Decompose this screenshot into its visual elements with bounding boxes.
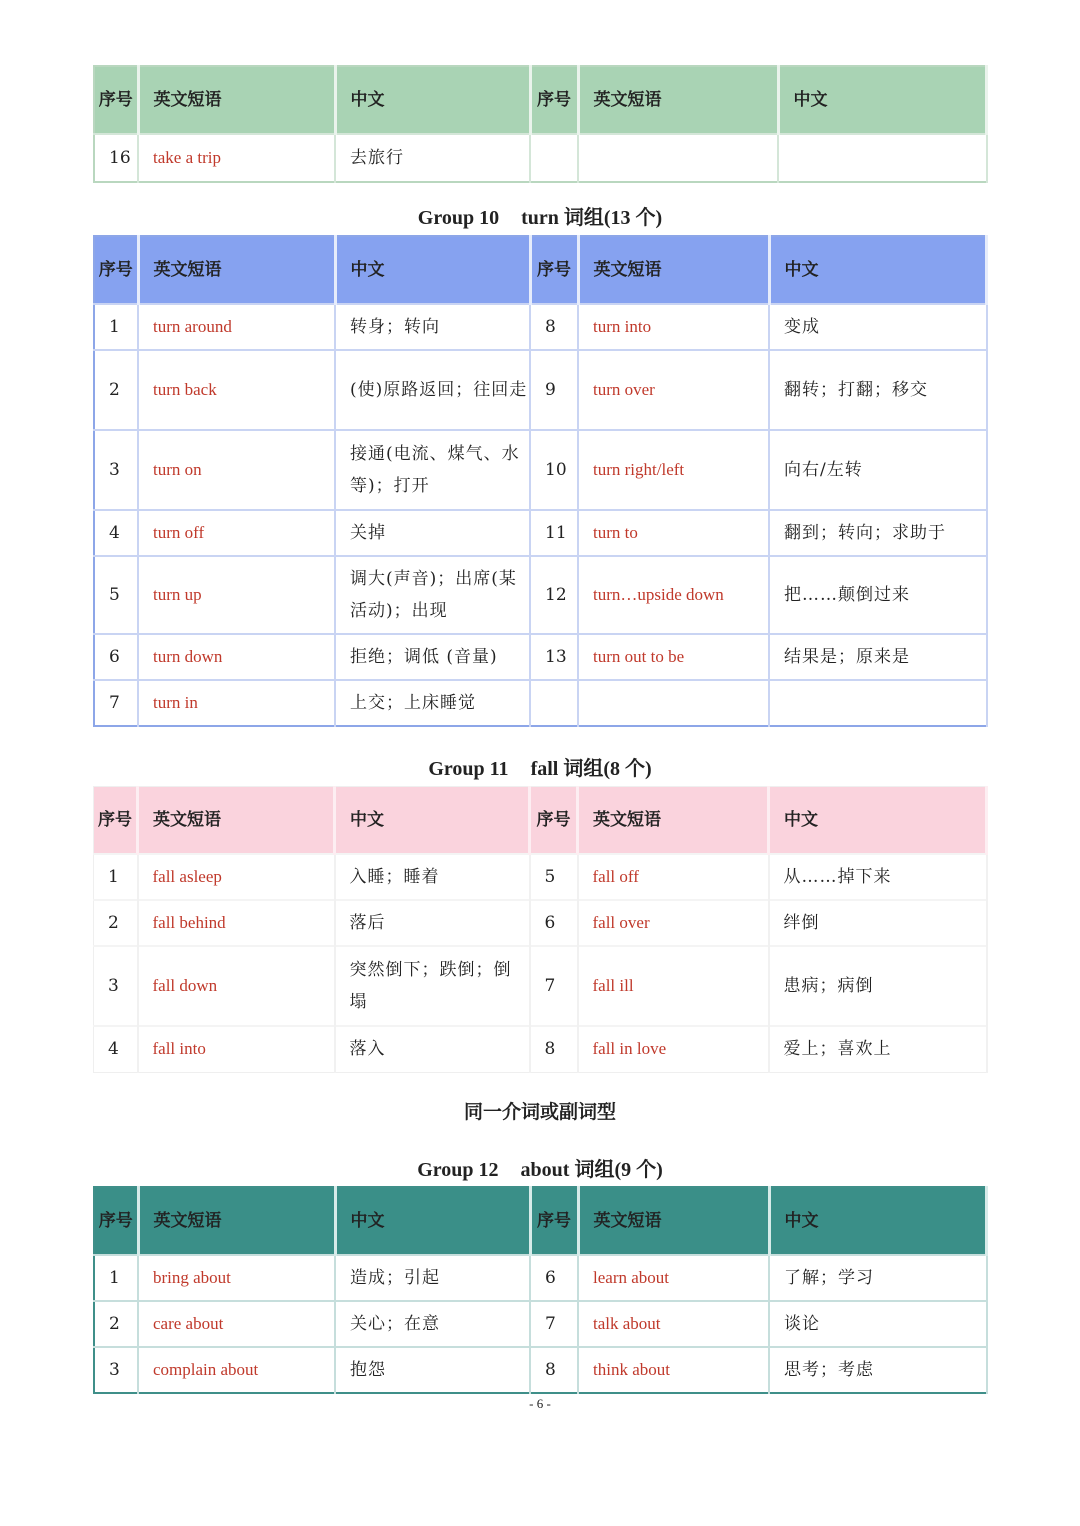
header-zh: 中文 xyxy=(335,787,530,855)
chinese-meaning: 把……颠倒过来 xyxy=(769,556,987,634)
english-phrase: turn right/left xyxy=(578,430,769,510)
header-num: 序号 xyxy=(94,787,138,855)
english-phrase: fall off xyxy=(578,854,769,900)
chinese-meaning: 绊倒 xyxy=(769,900,987,946)
english-phrase: turn in xyxy=(138,680,335,726)
chinese-meaning: 爱上；喜欢上 xyxy=(769,1026,987,1072)
chinese-meaning: 上交；上床睡觉 xyxy=(335,680,530,726)
table-header-row xyxy=(94,236,987,304)
row-num: 1 xyxy=(94,304,138,350)
group-10-title xyxy=(0,201,1080,230)
vocab-table-continued xyxy=(93,65,988,183)
header-num: 序号 xyxy=(94,236,138,304)
header-en: 英文短语 xyxy=(578,787,769,855)
row-num: 7 xyxy=(530,946,578,1026)
english-phrase: talk about xyxy=(578,1301,769,1347)
header-zh: 中文 xyxy=(769,787,987,855)
header-zh: 中文 xyxy=(335,236,530,304)
english-phrase: complain about xyxy=(138,1347,335,1393)
header-en: 英文短语 xyxy=(578,66,778,134)
chinese-meaning: 拒绝；调低 (音量) xyxy=(335,634,530,680)
header-en: 英文短语 xyxy=(138,66,335,134)
header-num: 序号 xyxy=(530,236,578,304)
table-row xyxy=(94,946,987,1026)
english-phrase xyxy=(578,680,769,726)
chinese-meaning: 入睡；睡着 xyxy=(335,854,530,900)
header-zh: 中文 xyxy=(769,1187,987,1255)
chinese-meaning: 结果是；原来是 xyxy=(769,634,987,680)
table-row xyxy=(94,1026,987,1072)
english-phrase: turn on xyxy=(138,430,335,510)
table-row xyxy=(94,556,987,634)
chinese-meaning: 造成；引起 xyxy=(335,1255,530,1301)
page-number: - 6 - xyxy=(529,1396,551,1411)
english-phrase: fall over xyxy=(578,900,769,946)
chinese-meaning: 谈论 xyxy=(769,1301,987,1347)
header-num: 序号 xyxy=(94,66,138,134)
table-row xyxy=(94,1255,987,1301)
row-num: 6 xyxy=(94,634,138,680)
chinese-meaning: 突然倒下；跌倒；倒塌 xyxy=(335,946,530,1026)
group-11-title xyxy=(0,752,1080,781)
row-num: 1 xyxy=(94,854,138,900)
chinese-meaning: 落后 xyxy=(335,900,530,946)
chinese-meaning: 翻到；转向；求助于 xyxy=(769,510,987,556)
group-label: Group 12 xyxy=(417,1159,499,1181)
chinese-meaning: 调大(声音)；出席(某活动)；出现 xyxy=(335,556,530,634)
chinese-meaning: 向右/左转 xyxy=(769,430,987,510)
english-phrase: turn up xyxy=(138,556,335,634)
chinese-meaning: 从……掉下来 xyxy=(769,854,987,900)
header-en: 英文短语 xyxy=(138,236,335,304)
english-phrase: think about xyxy=(578,1347,769,1393)
table-row xyxy=(94,510,987,556)
english-phrase: turn down xyxy=(138,634,335,680)
english-phrase: learn about xyxy=(578,1255,769,1301)
row-num: 1 xyxy=(94,1255,138,1301)
row-num: 9 xyxy=(530,350,578,430)
chinese-meaning xyxy=(778,134,987,182)
english-phrase: fall ill xyxy=(578,946,769,1026)
chinese-meaning: 了解；学习 xyxy=(769,1255,987,1301)
english-phrase: turn…upside down xyxy=(578,556,769,634)
header-en: 英文短语 xyxy=(578,1187,769,1255)
english-phrase: turn around xyxy=(138,304,335,350)
table-row xyxy=(94,634,987,680)
vocab-table-about xyxy=(93,1186,988,1394)
table-row xyxy=(94,900,987,946)
header-en: 英文短语 xyxy=(138,1187,335,1255)
header-zh: 中文 xyxy=(335,66,530,134)
english-phrase: fall asleep xyxy=(138,854,335,900)
row-num: 4 xyxy=(94,510,138,556)
header-num: 序号 xyxy=(94,1187,138,1255)
english-phrase: turn out to be xyxy=(578,634,769,680)
row-num: 5 xyxy=(530,854,578,900)
english-phrase: fall into xyxy=(138,1026,335,1072)
group-heading: fall 词组(8 个) xyxy=(530,758,652,780)
chinese-meaning xyxy=(769,680,987,726)
table-row xyxy=(94,1347,987,1393)
table-row xyxy=(94,134,987,182)
header-en: 英文短语 xyxy=(578,236,769,304)
row-num: 2 xyxy=(94,1301,138,1347)
header-zh: 中文 xyxy=(769,236,987,304)
chinese-meaning: 接通(电流、煤气、水等)；打开 xyxy=(335,430,530,510)
row-num: 11 xyxy=(530,510,578,556)
chinese-meaning: 患病；病倒 xyxy=(769,946,987,1026)
row-num: 6 xyxy=(530,900,578,946)
table-header-row xyxy=(94,787,987,855)
english-phrase xyxy=(578,134,778,182)
chinese-meaning: 转身；转向 xyxy=(335,304,530,350)
row-num xyxy=(530,134,578,182)
chinese-meaning: 思考；考虑 xyxy=(769,1347,987,1393)
english-phrase: turn back xyxy=(138,350,335,430)
row-num: 16 xyxy=(94,134,138,182)
table-row xyxy=(94,350,987,430)
vocab-table-fall xyxy=(93,786,988,1073)
chinese-meaning: 抱怨 xyxy=(335,1347,530,1393)
row-num: 3 xyxy=(94,430,138,510)
header-zh: 中文 xyxy=(335,1187,530,1255)
table-row xyxy=(94,430,987,510)
row-num: 8 xyxy=(530,1347,578,1393)
row-num xyxy=(530,680,578,726)
chinese-meaning: 关心；在意 xyxy=(335,1301,530,1347)
chinese-meaning: (使)原路返回；往回走 xyxy=(335,350,530,430)
english-phrase: fall down xyxy=(138,946,335,1026)
row-num: 6 xyxy=(530,1255,578,1301)
group-label: Group 11 xyxy=(428,758,509,780)
header-zh: 中文 xyxy=(778,66,987,134)
english-phrase: care about xyxy=(138,1301,335,1347)
chinese-meaning: 变成 xyxy=(769,304,987,350)
group-label: Group 10 xyxy=(417,207,500,229)
english-phrase: take a trip xyxy=(138,134,335,182)
table-row xyxy=(94,854,987,900)
table-header-row xyxy=(94,1187,987,1255)
row-num: 13 xyxy=(530,634,578,680)
row-num: 2 xyxy=(94,900,138,946)
header-num: 序号 xyxy=(530,787,578,855)
group-heading: about 词组(9 个) xyxy=(520,1159,663,1181)
group-12-title xyxy=(0,1153,1080,1182)
row-num: 8 xyxy=(530,304,578,350)
english-phrase: fall behind xyxy=(138,900,335,946)
english-phrase: turn to xyxy=(578,510,769,556)
english-phrase: bring about xyxy=(138,1255,335,1301)
chinese-meaning: 翻转；打翻；移交 xyxy=(769,350,987,430)
row-num: 10 xyxy=(530,430,578,510)
table-row xyxy=(94,680,987,726)
group-heading: turn 词组(13 个) xyxy=(521,207,663,229)
english-phrase: fall in love xyxy=(578,1026,769,1072)
table-row xyxy=(94,1301,987,1347)
section-title: 同一介词或副词型 xyxy=(463,1101,616,1123)
table-row xyxy=(94,304,987,350)
header-num: 序号 xyxy=(530,66,578,134)
row-num: 7 xyxy=(94,680,138,726)
english-phrase: turn off xyxy=(138,510,335,556)
row-num: 8 xyxy=(530,1026,578,1072)
english-phrase: turn into xyxy=(578,304,769,350)
chinese-meaning: 落入 xyxy=(335,1026,530,1072)
table-header-row xyxy=(94,66,987,134)
row-num: 12 xyxy=(530,556,578,634)
chinese-meaning: 关掉 xyxy=(335,510,530,556)
header-en: 英文短语 xyxy=(138,787,335,855)
row-num: 3 xyxy=(94,1347,138,1393)
row-num: 7 xyxy=(530,1301,578,1347)
chinese-meaning: 去旅行 xyxy=(335,134,530,182)
row-num: 4 xyxy=(94,1026,138,1072)
row-num: 5 xyxy=(94,556,138,634)
row-num: 2 xyxy=(94,350,138,430)
vocab-table-turn xyxy=(93,235,988,727)
row-num: 3 xyxy=(94,946,138,1026)
english-phrase: turn over xyxy=(578,350,769,430)
header-num: 序号 xyxy=(530,1187,578,1255)
